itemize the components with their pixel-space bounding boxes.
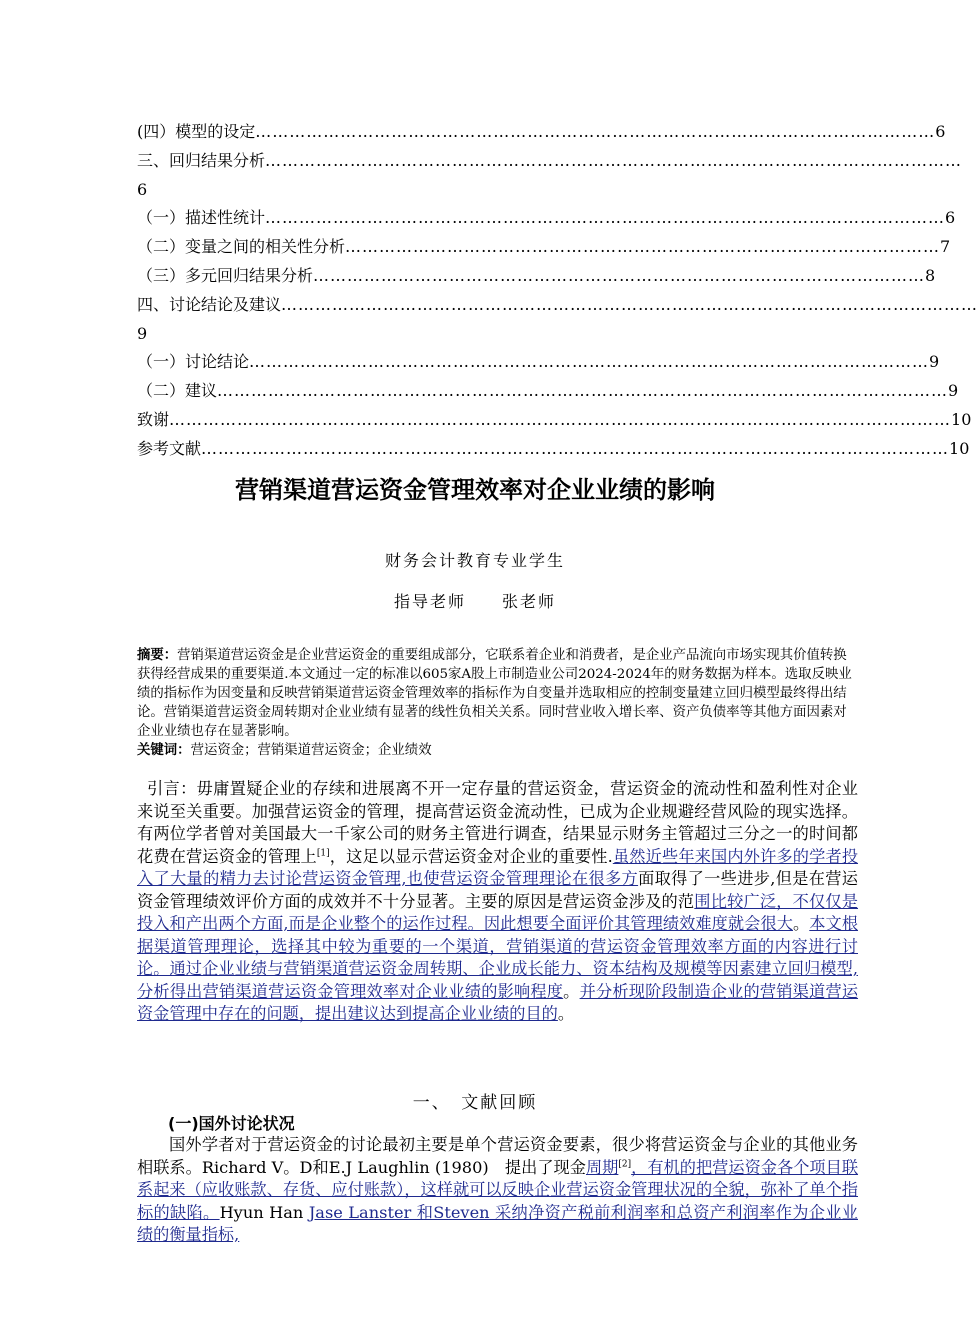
underlined-passage: 周期 [585,1157,619,1177]
underlined-passage: 并分析现阶段制造企业的营销渠道营运资金管理中存在的问题，提出建议达到提高企业业绩的目的 [137,981,859,1023]
paragraph-text: Hyun Han [219,1202,309,1222]
citation-link[interactable]: [1] [316,848,330,859]
toc-row-10[interactable] [137,435,970,464]
underlined-passage: ，有机的把营运资金各个项目联系起来（应收账款、存货、应付账款），这样就可以反映企业营运资金管理状况的全貌，弥补了单个指标的缺陷。 [137,1157,859,1222]
toc-label: （二）建议 [137,381,218,401]
toc-leader: ………………………………………………………………………………………………………… [265,208,946,228]
toc-row-7[interactable] [137,348,940,377]
toc-page: 9 [948,381,959,401]
toc-label: 参考文献 [137,438,202,458]
toc-label: （一）描述性统计 [137,208,266,228]
introduction-paragraph [137,778,858,1026]
intro-text: ，这足以显示营运资金对企业的重要性. [329,846,613,866]
toc-label: 三、回归结果分析 [137,150,266,170]
toc-label: 致谢 [137,409,170,429]
abstract-label: 摘要： [137,648,178,663]
subsection-heading: (一)国外讨论状况 [168,1114,295,1133]
toc-page: 9 [137,323,148,343]
toc-row-6[interactable] [137,291,978,320]
toc-leader: ………………………………………………………………………………………………………………………… [169,409,952,429]
toc-label: (四）模型的设定 [137,122,256,141]
toc-row-2[interactable] [137,147,963,176]
paragraph-text: 国外学者对于营运资金的讨论最初主要是单个营运资金要素，很少将营运资金与企业的其他业务相联系。Richard V。D和E.J Laughlin (1980) 提出了现金 [137,1135,858,1177]
keywords-label: 关键词： [137,743,191,758]
toc-leader: …………………………………………………………………………………………………………… [265,150,963,170]
toc-page: 10 [949,438,970,458]
toc-leader: ………………………………………………………………………………………………………… [249,352,930,372]
author-line: 财务会计教育专业学生 [384,551,565,570]
toc-row-9[interactable] [137,406,972,435]
toc-leader: ………………………………………………………………………………………………………… [255,122,936,141]
underlined-passage: 本文根据渠道管理理论，选择其中较为重要的一个渠道，营销渠道的营运资金管理效率方面的内容进行讨论。通过企业业绩与营销渠道营运资金周转期、企业成长能力、资本结构及规模等因素建立回归模型,分析得出营销渠道营运资金管理效率对企业业绩的影响程度 [137,914,859,1001]
toc-page: 9 [929,352,940,372]
toc-page: 6 [935,122,946,141]
toc-page: 6 [137,179,148,199]
advisor-line: 指导老师 张老师 [393,592,556,611]
toc-leader: …………………………………………………………………………………………… [345,237,941,257]
keywords-line [137,741,858,760]
toc-label: （一）讨论结论 [137,352,250,372]
toc-page: 10 [951,409,972,429]
document-title: 营销渠道营运资金管理效率对企业业绩的影响 [235,476,715,504]
toc-page: 7 [940,237,951,257]
intro-text: 。 [563,981,580,1001]
underlined-passage: Jase Lanster 和Steven 采纳净资产税前利润率和总资产利润率作为企业业绩的衡量指标, [137,1202,858,1244]
toc-leader: …………………………………………………………………………………………………………………… [201,438,950,458]
toc-page: 6 [945,208,956,228]
toc-label: （三）多元回归结果分析 [137,265,314,285]
toc-row-8[interactable] [137,377,959,406]
underlined-passage: 虽然近些年来国内外许多的学者投入了大量的精力去讨论营运资金管理,也使营运资金管理理论在很多方 [137,846,859,888]
abstract [137,646,858,760]
underlined-passage: 围比较广泛，不仅仅是投入和产出两个方面,而是企业整个的运作过程。因此想要全面评价其管理绩效难度就会很大 [137,891,859,933]
toc-leader: ……………………………………………………………………………………………… [313,265,926,285]
toc-row-3[interactable] [137,204,956,233]
toc-page: 8 [925,265,936,285]
literature-paragraph [137,1134,858,1247]
section-heading: 一、 文献回顾 [412,1093,538,1113]
abstract-paragraph [137,646,858,741]
toc-row-1[interactable] [137,118,946,147]
keywords-text: 营运资金；营销渠道营运资金；企业绩效 [190,743,432,758]
abstract-text: 营销渠道营运资金是企业营运资金的重要组成部分，它联系着企业和消费者，是企业产品流向市场实现其价值转换获得经营成果的重要渠道.本文通过一定的标准以605家A股上市制造业公司2024-2024年的财务数据为样本。选取反映业绩的指标作为因变量和反映营销渠道营运资金管理效率的指标作为自变量并选取相应的控制变量建立回归模型最终得出结论。营销渠道营运资金周转期对企业业绩有显著的线性负相关关系。同时营业收入增长率、资产负债率等其他方面因素对企业业绩也存在显著影响。 [137,648,852,739]
toc-row-4[interactable] [137,233,951,262]
toc-row-5[interactable] [137,262,936,291]
intro-text: 。 [557,1004,575,1023]
toc-leader: …………………………………………………………………………………………………………… [281,294,978,314]
intro-text: 。 [793,914,810,933]
intro-text: 面取得了一些进步,但是在营运资金管理绩效评价方面的成效并不十分显著。主要的原因是营运资金涉及的范 [137,869,858,911]
citation-link[interactable]: [2] [618,1159,632,1170]
toc-label: 四、讨论结论及建议 [137,294,282,314]
intro-text: 引言：毋庸置疑企业的存续和进展离不开一定存量的营运资金，营运资金的流动性和盈利性对企业来说至关重要。加强营运资金的管理，提高营运资金流动性，已成为企业规避经营风险的现实选择。有两位学者曾对美国最大一千家公司的财务主管进行调查，结果显示财务主管超过三分之一的时间都花费在营运资金的管理上 [137,779,858,866]
toc-leader: ………………………………………………………………………………………………………………… [217,381,949,401]
toc-label: （二）变量之间的相关性分析 [137,237,346,257]
table-of-contents [137,118,978,464]
